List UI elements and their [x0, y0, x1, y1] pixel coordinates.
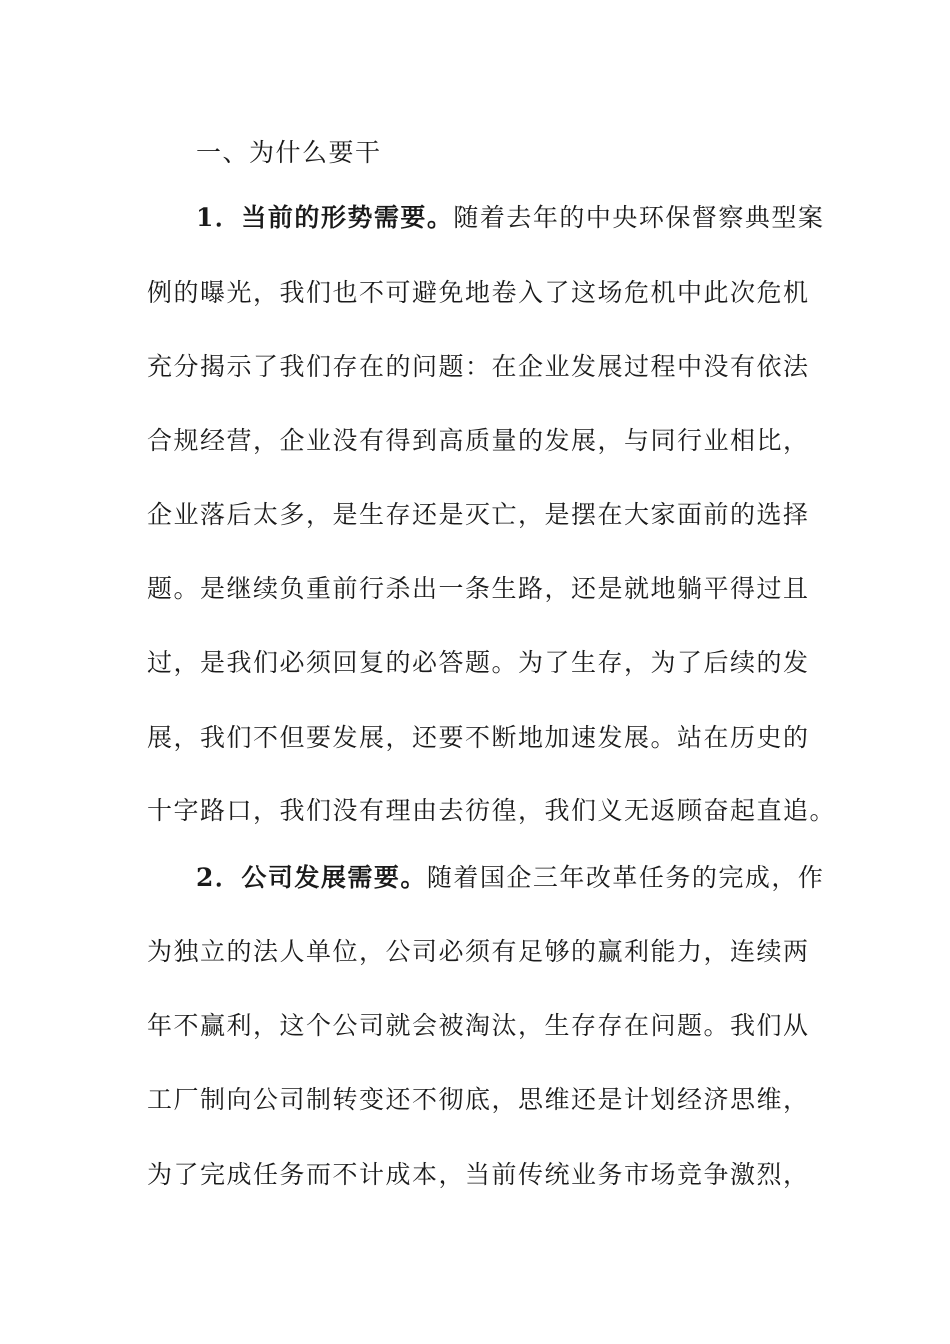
paragraph-line: 充分揭示了我们存在的问题：在企业发展过程中没有依法: [147, 352, 810, 381]
paragraph-text: 随着国企三年改革任务的完成，作: [426, 863, 825, 892]
paragraph-line: 工厂制向公司制转变还不彻底，思维还是计划经济思维，: [147, 1085, 810, 1114]
paragraph-line: 展，我们不但要发展，还要不断地加速发展。站在历史的: [147, 723, 810, 752]
paragraph-line: 为了完成任务而不计成本，当前传统业务市场竞争激烈，: [147, 1160, 810, 1189]
paragraph-line: [196, 860, 856, 896]
section-heading: 一、为什么要干: [196, 138, 382, 167]
paragraph-line: 例的曝光，我们也不可避免地卷入了这场危机中此次危机: [147, 278, 810, 307]
paragraph-line: 合规经营，企业没有得到高质量的发展，与同行业相比，: [147, 426, 810, 455]
paragraph-lead: 1．当前的形势需要。: [196, 203, 454, 232]
paragraph-line: 题。是继续负重前行杀出一条生路，还是就地躺平得过且: [147, 574, 810, 603]
paragraph-line: 十字路口，我们没有理由去彷徨，我们义无返顾奋起直追。: [147, 796, 837, 825]
paragraph-lead: 2．公司发展需要。: [196, 863, 427, 892]
paragraph-line: 过，是我们必须回复的必答题。为了生存，为了后续的发: [147, 648, 810, 677]
paragraph-line: 企业落后太多，是生存还是灭亡，是摆在大家面前的选择: [147, 500, 810, 529]
paragraph-line: [196, 200, 856, 236]
paragraph-line: 年不赢利，这个公司就会被淘汰，生存存在问题。我们从: [147, 1011, 810, 1040]
paragraph-line: 为独立的法人单位，公司必须有足够的赢利能力，连续两: [147, 937, 810, 966]
paragraph-text: 随着去年的中央环保督察典型案: [453, 203, 825, 232]
